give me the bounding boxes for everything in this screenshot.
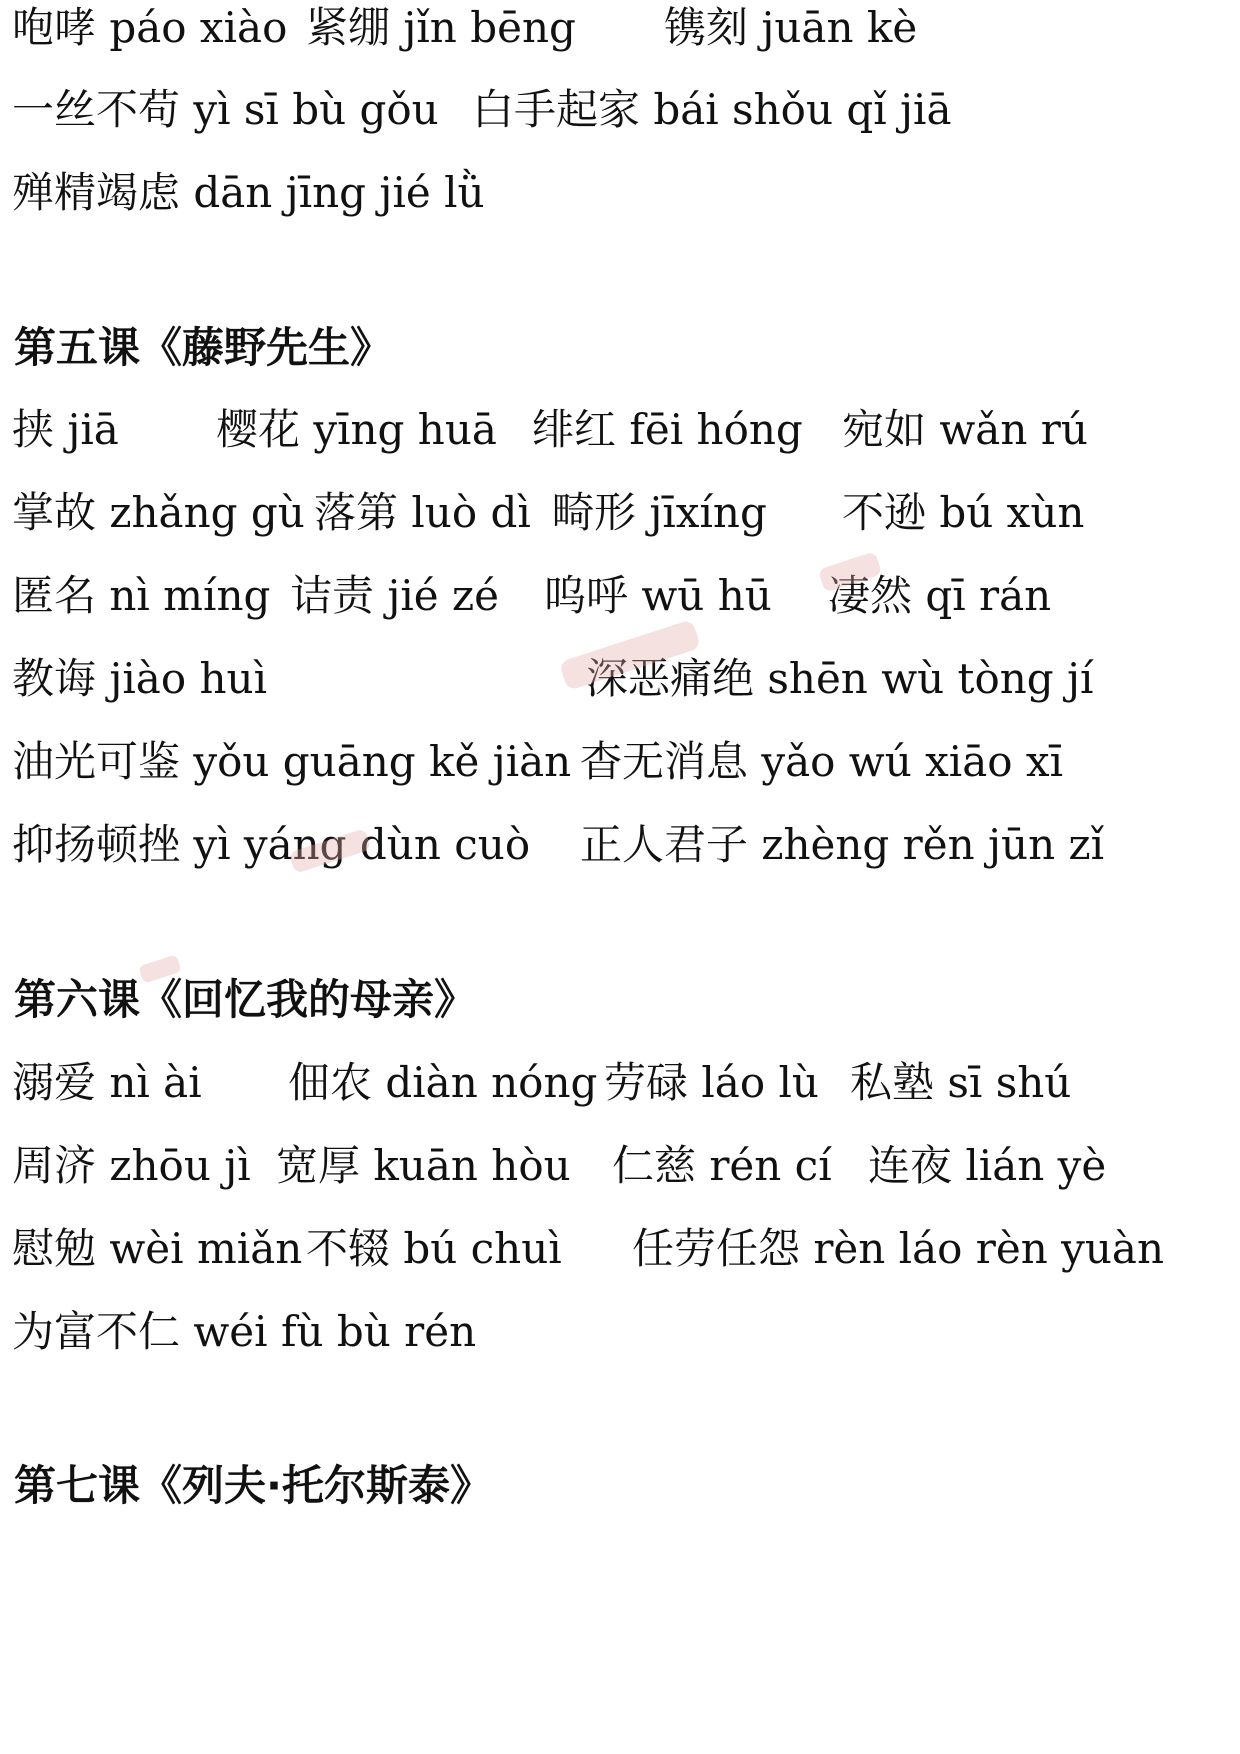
vocab-row (0, 1136, 1240, 1196)
vocab-row (0, 566, 1240, 626)
vocab-entry: 呜呼 wū hū (544, 571, 772, 620)
vocab-entry: 不辍 bú chuì (306, 1224, 562, 1273)
vocab-entry: 连夜 lián yè (868, 1141, 1107, 1190)
vocab-row (0, 400, 1240, 460)
vocab-entry: 绯红 fēi hóng (532, 405, 803, 454)
vocab-row (0, 732, 1240, 792)
vocab-row (0, 815, 1240, 875)
vocab-entry: 不逊 bú xùn (842, 488, 1085, 537)
vocab-entry: 深恶痛绝 shēn wù tòng jí (586, 654, 1094, 703)
vocab-entry: 凄然 qī rán (828, 571, 1052, 620)
vocab-row (0, 1302, 1240, 1362)
vocab-entry: 私塾 sī shú (850, 1058, 1072, 1107)
vocab-entry: 畸形 jīxíng (552, 488, 767, 537)
vocab-entry: 殚精竭虑 dān jīng jié lǜ (12, 168, 485, 217)
vocab-row (0, 1053, 1240, 1113)
vocab-entry: 一丝不苟 yì sī bù gǒu (12, 85, 439, 134)
vocab-entry: 正人君子 zhèng rěn jūn zǐ (580, 820, 1105, 869)
vocab-entry: 任劳任怨 rèn láo rèn yuàn (632, 1224, 1164, 1273)
lesson-heading: 第六课《回忆我的母亲》 (14, 975, 477, 1024)
vocab-row (0, 1219, 1240, 1279)
vocab-row (0, 163, 1240, 223)
vocab-row (0, 483, 1240, 543)
vocab-entry: 油光可鉴 yǒu guāng kě jiàn (12, 737, 572, 786)
lesson-heading: 第五课《藤野先生》 (14, 323, 393, 372)
vocab-entry: 落第 luò dì (314, 488, 531, 537)
vocab-row (0, 649, 1240, 709)
vocab-entry: 挟 jiā (12, 405, 119, 454)
vocab-entry: 劳碌 láo lù (604, 1058, 819, 1107)
vocab-entry: 紧绷 jǐn bēng (306, 3, 576, 52)
vocab-entry: 樱花 yīng huā (216, 405, 497, 454)
vocab-entry: 宽厚 kuān hòu (276, 1141, 571, 1190)
vocab-entry: 镌刻 juān kè (664, 3, 918, 52)
vocab-entry: 杳无消息 yǎo wú xiāo xī (580, 737, 1064, 786)
vocab-entry: 周济 zhōu jì (12, 1141, 251, 1190)
vocab-entry: 诘责 jié zé (290, 571, 499, 620)
vocab-entry: 仁慈 rén cí (612, 1141, 832, 1190)
lesson-heading: 第七课《列夫·托尔斯泰》 (14, 1461, 492, 1510)
vocab-row (0, 80, 1240, 140)
vocab-entry: 宛如 wǎn rú (842, 405, 1088, 454)
vocab-entry: 抑扬顿挫 yì yáng dùn cuò (12, 820, 531, 869)
vocab-row (0, 0, 1240, 58)
vocab-entry: 匿名 nì míng (12, 571, 271, 620)
vocab-entry: 慰勉 wèi miǎn (12, 1224, 303, 1273)
vocab-entry: 白手起家 bái shǒu qǐ jiā (472, 85, 952, 134)
vocab-entry: 咆哮 páo xiào (12, 3, 288, 52)
vocab-entry: 为富不仁 wéi fù bù rén (12, 1307, 477, 1356)
vocab-entry: 教诲 jiào huì (12, 654, 268, 703)
vocab-entry: 掌故 zhǎng gù (12, 488, 305, 537)
vocab-entry: 溺爱 nì ài (12, 1058, 202, 1107)
vocab-entry: 佃农 diàn nóng (288, 1058, 598, 1107)
